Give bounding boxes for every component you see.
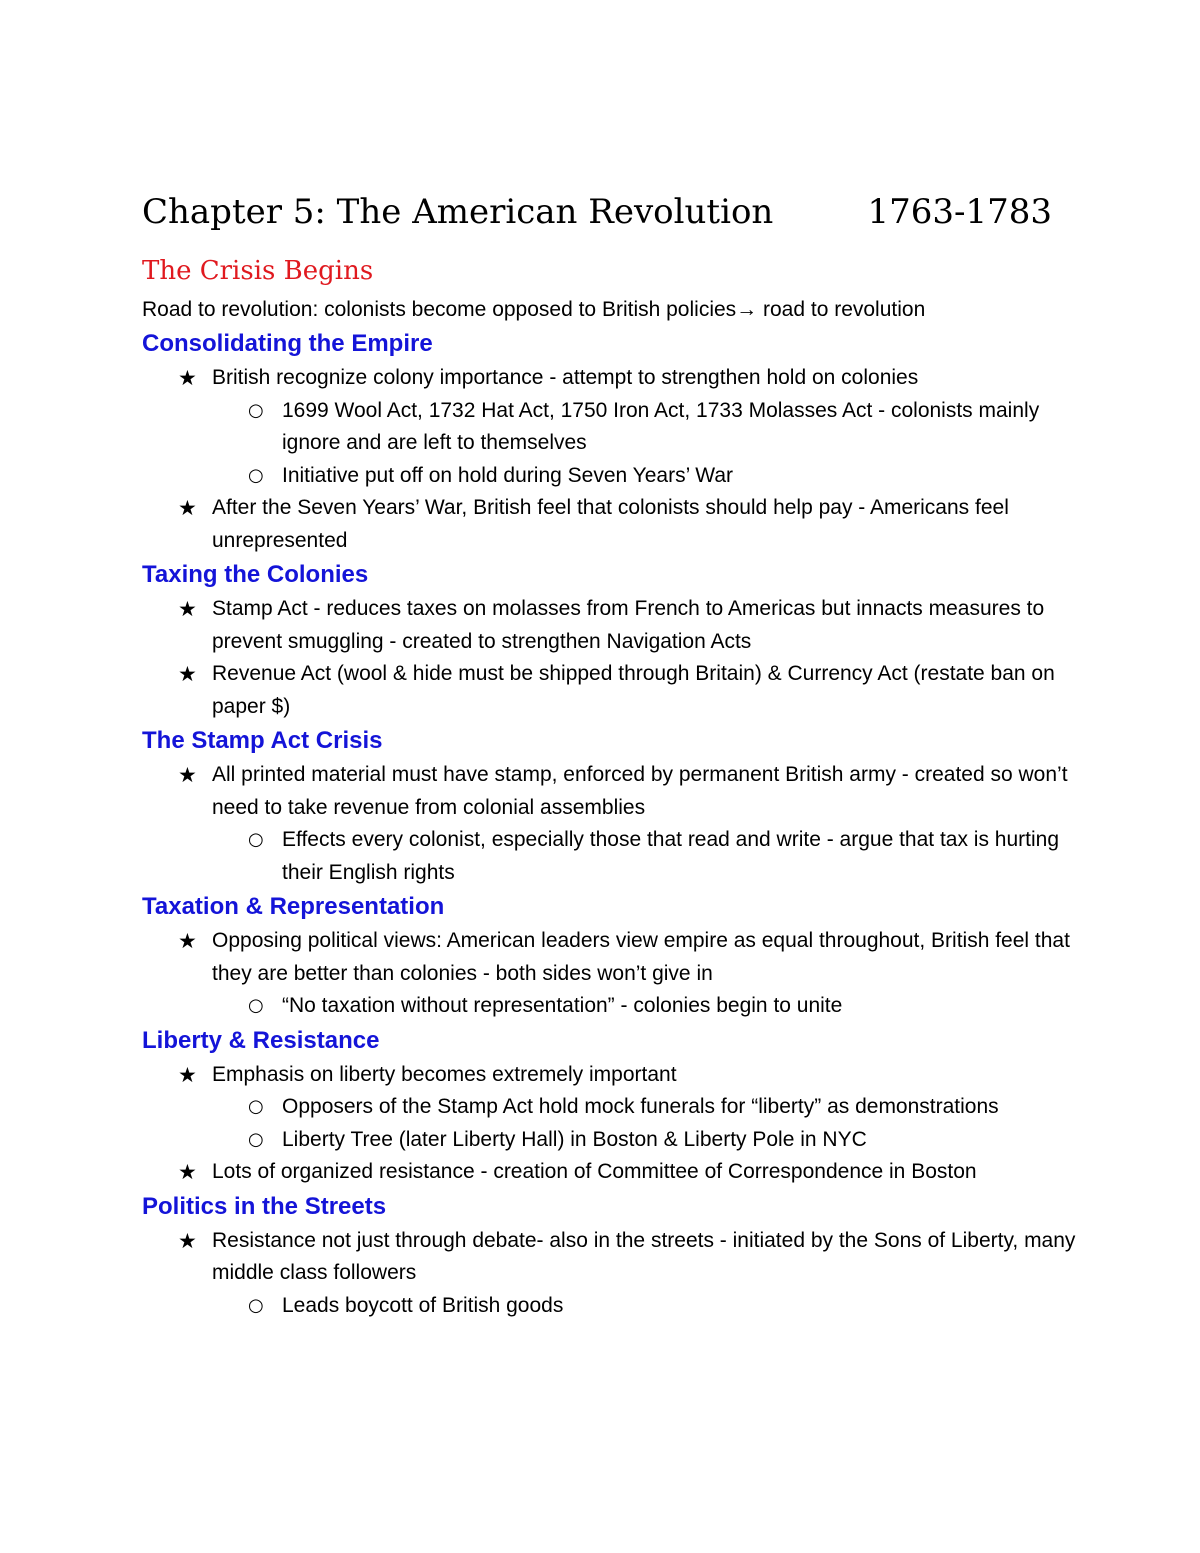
sub-bullet-item	[142, 824, 1082, 889]
sub-bullet-text: Initiative put off on hold during Seven Years’ War	[282, 463, 734, 487]
bullet-item	[142, 1059, 1082, 1092]
sections-container	[142, 328, 1082, 1322]
bullet-item	[142, 1225, 1082, 1290]
bullet-text: British recognize colony importance - attempt to strengthen hold on colonies	[212, 366, 919, 389]
hollow-circle-icon: ○	[248, 399, 264, 421]
chapter-years: 1763-1783	[867, 192, 1052, 232]
bullet-item	[142, 1156, 1082, 1189]
document-page	[142, 190, 1082, 1322]
bullet-list	[142, 362, 1082, 557]
hollow-circle-icon: ○	[248, 1128, 264, 1150]
subtitle: The Crisis Begins	[142, 256, 374, 286]
sub-bullet-text: Effects every colonist, especially those that read and write - argue that tax is hurting their English rights	[282, 828, 1060, 884]
hollow-circle-icon: ○	[248, 829, 264, 850]
section-heading: Taxation & Representation	[142, 893, 445, 920]
hollow-circle-icon: ○	[248, 1294, 264, 1316]
bullet-item	[142, 362, 1082, 395]
star-icon: ★	[178, 1160, 197, 1184]
sub-bullet-item	[142, 460, 1082, 493]
sub-bullet-item	[142, 1091, 1082, 1124]
section-heading: The Stamp Act Crisis	[142, 727, 383, 754]
sub-bullet-text: Leads boycott of British goods	[282, 1293, 564, 1317]
bullet-text: Lots of organized resistance - creation of Committee of Correspondence in Boston	[212, 1160, 977, 1183]
bullet-item	[142, 658, 1082, 723]
hollow-circle-icon: ○	[248, 1096, 264, 1117]
section-heading: Taxing the Colonies	[142, 561, 369, 588]
star-icon: ★	[178, 763, 197, 787]
star-icon: ★	[178, 597, 197, 621]
star-icon: ★	[178, 1062, 197, 1087]
intro-text: Road to revolution: colonists become opposed to British policies→ road to revolution	[142, 298, 926, 321]
bullet-list	[142, 1225, 1082, 1323]
bullet-item	[142, 925, 1082, 990]
bullet-list	[142, 759, 1082, 889]
bullet-text: Stamp Act - reduces taxes on molasses from French to Americas but innacts measures to prevent smuggling - created to strengthen Navigation Acts	[212, 597, 1045, 653]
star-icon: ★	[178, 1228, 197, 1253]
bullet-text: All printed material must have stamp, enforced by permanent British army - created so won’t need to take revenue from colonial assemblies	[212, 763, 1068, 819]
bullet-item	[142, 593, 1082, 658]
section-heading: Liberty & Resistance	[142, 1026, 380, 1054]
bullet-list	[142, 925, 1082, 1023]
bullet-list	[142, 593, 1082, 723]
bullet-text: After the Seven Years’ War, British feel that colonists should help pay - Americans feel unrepresented	[212, 496, 1009, 552]
bullet-text: Revenue Act (wool & hide must be shipped through Britain) & Currency Act (restate ban on paper $)	[212, 662, 1055, 718]
sub-bullet-item	[142, 395, 1082, 460]
sub-bullet-text: Liberty Tree (later Liberty Hall) in Boston & Liberty Pole in NYC	[282, 1127, 867, 1151]
bullet-item	[142, 759, 1082, 824]
star-icon: ★	[178, 929, 197, 953]
sub-bullet-text: Opposers of the Stamp Act hold mock funerals for “liberty” as demonstrations	[282, 1095, 999, 1118]
bullet-text: Opposing political views: American leaders view empire as equal throughout, British feel that they are better than colonies - both sides won’t give in	[212, 929, 1070, 985]
sub-bullet-item	[142, 1124, 1082, 1157]
sub-bullet-text: 1699 Wool Act, 1732 Hat Act, 1750 Iron Act, 1733 Molasses Act - colonists mainly ignore and are left to themselves	[282, 398, 1040, 454]
bullet-text: Emphasis on liberty becomes extremely important	[212, 1062, 677, 1086]
sub-bullet-item	[142, 990, 1082, 1023]
star-icon: ★	[178, 662, 197, 686]
section-heading: Consolidating the Empire	[142, 330, 433, 357]
sub-bullet-item	[142, 1290, 1082, 1323]
bullet-list	[142, 1059, 1082, 1189]
star-icon: ★	[178, 366, 197, 390]
hollow-circle-icon: ○	[248, 464, 264, 486]
bullet-item	[142, 492, 1082, 557]
sub-bullet-text: “No taxation without representation” - colonies begin to unite	[282, 994, 843, 1017]
title-row	[142, 190, 1052, 234]
section-heading: Politics in the Streets	[142, 1192, 387, 1220]
star-icon: ★	[178, 496, 197, 520]
hollow-circle-icon: ○	[248, 995, 264, 1016]
bullet-text: Resistance not just through debate- also in the streets - initiated by the Sons of Liberty, many middle class followers	[212, 1228, 1076, 1284]
chapter-title: Chapter 5: The American Revolution	[142, 192, 774, 232]
